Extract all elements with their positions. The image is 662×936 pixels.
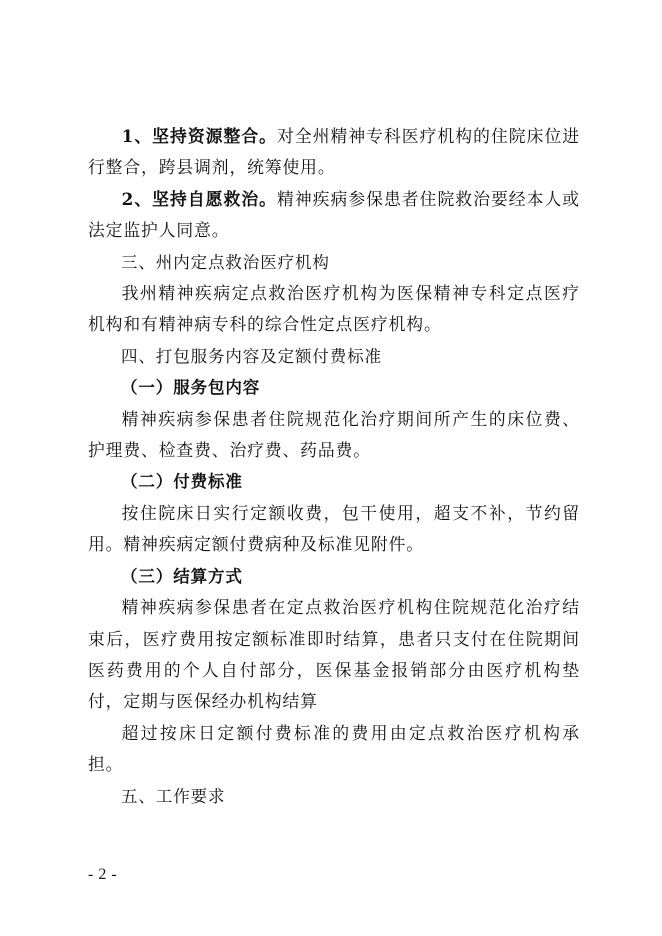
- paragraph-payment-standard: 按住院床日实行定额收费，包干使用，超支不补，节约留用。精神疾病定额付费病种及标准见附件。: [88, 502, 580, 555]
- subheading-service-package: （一）服务包内容: [121, 378, 261, 398]
- paragraph-excess-cost: 超过按床日定额付费标准的费用由定点救治医疗机构承担。: [88, 722, 580, 775]
- item-resource-integration-text: 对全州精神专科医疗机构的住院床位进行整合，跨县调剂，统筹使用。: [88, 126, 580, 178]
- subheading-payment-standard: （二）付费标准: [121, 472, 243, 492]
- paragraph-service-package: 精神疾病参保患者住院规范化治疗期间所产生的床位费、护理费、检查费、治疗费、药品费。: [88, 408, 580, 461]
- item-voluntary-treatment-lead: 2、坚持自愿救治。: [121, 188, 277, 209]
- item-resource-integration: [88, 121, 580, 184]
- section-heading-4: 四、打包服务内容及定额付费标准: [121, 346, 382, 366]
- section-heading-3: 三、州内定点救治医疗机构: [121, 252, 330, 272]
- page-number: - 2 -: [88, 866, 118, 883]
- section-heading-5: 五、工作要求: [121, 786, 226, 806]
- document-body: [88, 121, 580, 812]
- item-voluntary-treatment-text: 精神疾病参保患者住院救治要经本人或法定监护人同意。: [88, 188, 580, 241]
- item-resource-integration-lead: 1、坚持资源整合。: [121, 126, 277, 146]
- paragraph-settlement-method: 精神疾病参保患者在定点救治医疗机构住院规范化治疗结束后，医疗费用按定额标准即时结算，患者只支付在住院期间医药费用的个人自付部分，医保基金报销部分由医疗机构垫付，定期与医保经办机构结算: [88, 597, 580, 712]
- subheading-settlement-method: （三）结算方式: [121, 566, 243, 586]
- item-voluntary-treatment: [88, 184, 580, 247]
- paragraph-designated-institutions: 我州精神疾病定点救治医疗机构为医保精神专科定点医疗机构和有精神病专科的综合性定点医疗机构。: [88, 283, 580, 335]
